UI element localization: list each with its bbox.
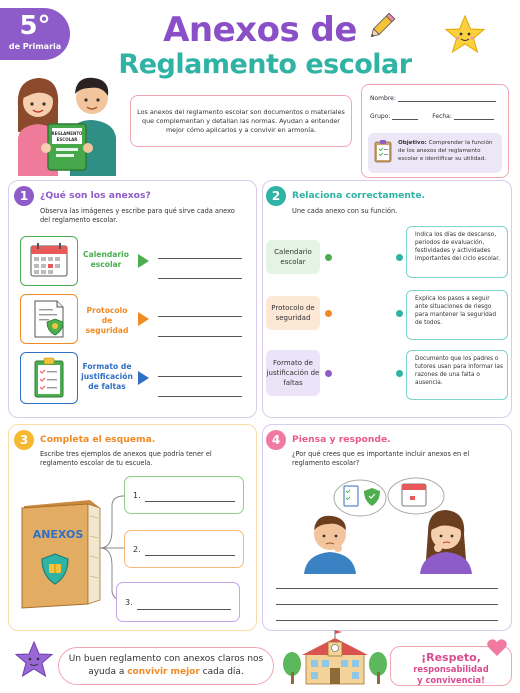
grade-badge bbox=[0, 8, 70, 60]
answer-line[interactable] bbox=[158, 396, 242, 397]
title-line-2: Reglamento escolar bbox=[118, 49, 412, 80]
slogan-line-3: y convivencia! bbox=[417, 675, 485, 685]
match-label-calendar[interactable] bbox=[266, 240, 320, 274]
binder-label: ANEXOS bbox=[32, 528, 84, 541]
objective-box bbox=[368, 133, 502, 173]
answer-line[interactable] bbox=[158, 316, 242, 317]
match-description-2[interactable]: Explica los pasos a seguir ante situaciones de riesgo para mantener la seguridad de todos. bbox=[406, 290, 508, 340]
section-1-number: 1 bbox=[14, 186, 34, 206]
slot-number: 1. bbox=[133, 491, 141, 500]
section-4-title: Piensa y responde. bbox=[292, 434, 391, 445]
book-title-line1: REGLAMENTO bbox=[51, 131, 83, 136]
match-dot-right[interactable] bbox=[396, 310, 403, 317]
match-description-3[interactable]: Documento que los padres o tutores usan para informar las razones de una falta o ausencia. bbox=[406, 350, 508, 400]
book-title-line2: ESCOLAR bbox=[56, 137, 78, 142]
answer-line[interactable] bbox=[276, 588, 498, 589]
slot-number: 2. bbox=[133, 545, 141, 554]
section-4-instruction: ¿Por qué crees que es importante incluir anexos en el reglamento escolar? bbox=[292, 450, 470, 467]
absence-form-card bbox=[20, 352, 78, 404]
footer-message-end: cada día. bbox=[199, 667, 244, 677]
calendar-card bbox=[20, 236, 78, 286]
answer-line[interactable] bbox=[158, 376, 242, 377]
objective-label: Objetivo: bbox=[398, 140, 427, 146]
footer-message-start: Un buen reglamento con anexos claros nos ayuda a bbox=[68, 654, 264, 677]
answer-line[interactable] bbox=[158, 258, 242, 259]
calendar-icon bbox=[21, 237, 77, 285]
security-document-icon bbox=[21, 295, 77, 343]
slot-number: 3. bbox=[125, 598, 133, 607]
section-3-title: Completa el esquema. bbox=[40, 434, 156, 445]
title-line-1: Anexos de bbox=[163, 10, 357, 50]
section-2-instruction: Une cada anexo con su función. bbox=[292, 207, 398, 215]
arrow-right-blue-icon bbox=[136, 370, 150, 386]
match-label-protocol[interactable] bbox=[266, 296, 320, 330]
match-dot-right[interactable] bbox=[396, 254, 403, 261]
footer-message-highlight: convivir mejor bbox=[127, 667, 200, 677]
absence-form-label: Formato de justificación de faltas bbox=[81, 362, 133, 391]
arrow-right-orange-icon bbox=[136, 311, 150, 327]
answer-line[interactable] bbox=[145, 501, 235, 502]
arrow-right-green-icon bbox=[136, 253, 150, 269]
example-slot-3[interactable] bbox=[116, 582, 240, 622]
match-label-text: Calendario escolar bbox=[274, 248, 312, 266]
match-label-text: Protocolo de seguridad bbox=[271, 304, 315, 322]
answer-line[interactable] bbox=[158, 278, 242, 279]
student-info-box bbox=[361, 84, 509, 178]
annex-binder-illustration bbox=[16, 496, 108, 610]
grade-level: de Primaria bbox=[8, 42, 62, 51]
date-label: Fecha: bbox=[432, 113, 452, 120]
answer-line[interactable] bbox=[145, 555, 235, 556]
objective-text: Comprender la función de los anexos del reglamento escolar e identificar su utilidad. bbox=[398, 140, 493, 162]
section-2-number: 2 bbox=[266, 186, 286, 206]
answer-line[interactable] bbox=[276, 620, 498, 621]
slogan-line-2: responsabilidad bbox=[413, 664, 489, 674]
section-1-title: ¿Qué son los anexos? bbox=[40, 190, 151, 201]
intro-text: Los anexos del reglamento escolar son documentos o materiales que complementan y detallan las normas. Ayudan a entender mejor cómo aplicarlos y a convivir en armonía. bbox=[137, 107, 345, 134]
name-label: Nombre: bbox=[370, 95, 396, 102]
name-field[interactable] bbox=[398, 101, 496, 102]
match-description-1[interactable]: Indica los días de descanso, periodos de evaluación, festividades y actividades importantes del ciclo escolar. bbox=[406, 226, 508, 278]
kids-reading-illustration bbox=[10, 66, 128, 178]
section-3-number: 3 bbox=[14, 430, 34, 450]
date-field[interactable] bbox=[454, 119, 494, 120]
heart-icon bbox=[486, 638, 508, 658]
pencil-icon bbox=[366, 10, 398, 42]
slogan-line-1: ¡Respeto, bbox=[421, 651, 481, 664]
grade-number: 5° bbox=[19, 11, 51, 41]
footer-message-box bbox=[58, 647, 274, 685]
group-field[interactable] bbox=[392, 119, 418, 120]
clipboard-icon bbox=[374, 139, 392, 163]
calendar-label: Calendario escolar bbox=[83, 250, 129, 269]
protocol-label: Protocolo de seguridad bbox=[85, 306, 129, 335]
match-dot-left[interactable] bbox=[325, 370, 332, 377]
school-building-illustration bbox=[282, 628, 388, 688]
answer-line[interactable] bbox=[276, 604, 498, 605]
match-dot-right[interactable] bbox=[396, 370, 403, 377]
example-slot-1[interactable] bbox=[124, 476, 244, 514]
group-label: Grupo: bbox=[370, 113, 391, 120]
match-label-absence-form[interactable] bbox=[266, 350, 320, 396]
match-dot-left[interactable] bbox=[325, 310, 332, 317]
match-label-text: Formato de justificación de faltas bbox=[266, 359, 320, 387]
section-2-title: Relaciona correctamente. bbox=[292, 190, 426, 201]
match-dot-left[interactable] bbox=[325, 254, 332, 261]
intro-box bbox=[130, 95, 352, 147]
answer-line[interactable] bbox=[158, 336, 242, 337]
smiling-star-icon bbox=[443, 14, 487, 56]
purple-star-icon bbox=[14, 640, 54, 682]
checklist-clipboard-icon bbox=[21, 353, 77, 403]
example-slot-2[interactable] bbox=[124, 530, 244, 568]
thinking-kids-illustration bbox=[290, 474, 486, 574]
section-1-instruction: Observa las imágenes y escribe para qué sirve cada anexo del reglamento escolar. bbox=[40, 207, 235, 224]
section-4-number: 4 bbox=[266, 430, 286, 450]
answer-line[interactable] bbox=[137, 609, 231, 610]
section-3-instruction: Escribe tres ejemplos de anexos que podría tener el reglamento escolar de tu escuela. bbox=[40, 450, 212, 467]
protocol-card bbox=[20, 294, 78, 344]
